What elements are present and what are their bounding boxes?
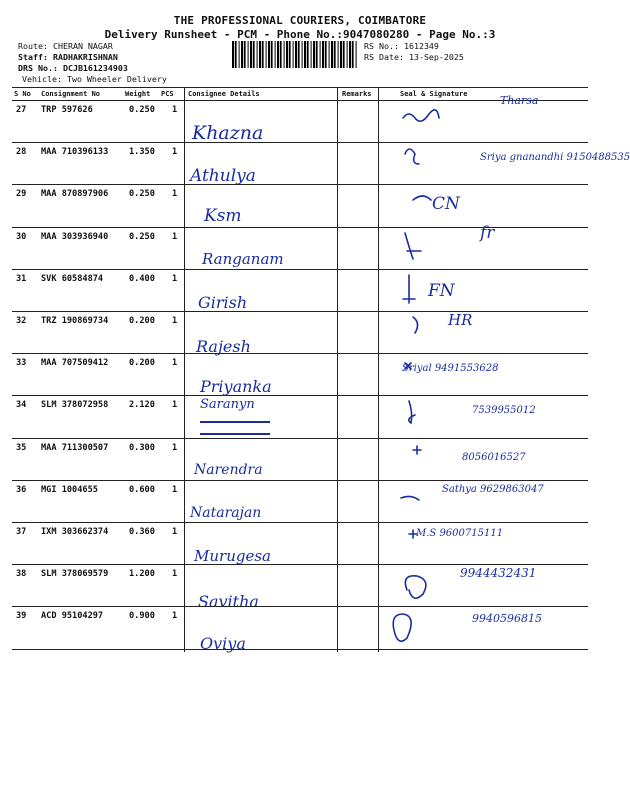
row-pcs: 1 [172, 400, 178, 411]
row-weight: 1.350 [129, 147, 155, 158]
row-divider [12, 649, 588, 650]
row-consignment-number: ACD 95104297 [41, 611, 104, 622]
signature-handwritten-note: 9940596815 [472, 612, 542, 626]
row-weight: 2.120 [129, 400, 155, 411]
vehicle-label: Vehicle: Two Wheeler Delivery [22, 74, 167, 84]
row-weight: 0.400 [129, 273, 155, 284]
rs-date: RS Date: 13-Sep-2025 [364, 52, 464, 62]
row-consignment-number: MAA 303936940 [41, 231, 109, 242]
row-weight: 0.600 [129, 484, 155, 495]
row-weight: 0.200 [129, 358, 155, 369]
signature-scribble [405, 486, 445, 526]
col-header-sno: S No [14, 90, 31, 98]
staff-label: Staff: RADHAKRISHNAN [18, 52, 118, 62]
company-title: THE PROFESSIONAL COURIERS, COIMBATORE [173, 14, 427, 27]
seal-column-divider [378, 87, 379, 652]
signature-scribble [405, 233, 445, 273]
route-label: Route: CHERAN NAGAR [18, 41, 113, 51]
col-header-seal: Seal & Signature [400, 90, 468, 98]
signature-scribble [405, 359, 445, 399]
consignee-handwritten-name: Ranganam [202, 249, 284, 268]
signature-scribble [409, 148, 449, 188]
row-consignment-number: MAA 711300507 [41, 442, 109, 453]
consignee-handwritten-name: Athulya [190, 166, 256, 187]
row-pcs: 1 [172, 358, 178, 369]
consignee-handwritten-name: Oviya [200, 634, 246, 654]
row-divider [12, 438, 588, 439]
row-sno: 31 [16, 273, 27, 284]
col-header-pcs: PCS [161, 90, 174, 98]
row-consignment-number: MAA 870897906 [41, 189, 109, 200]
row-sno: 29 [16, 189, 27, 200]
row-weight: 0.300 [129, 442, 155, 453]
signature-scribble [405, 612, 445, 652]
signature-handwritten-note: CN [432, 194, 460, 215]
row-consignment-number: MAA 710396133 [41, 147, 109, 158]
signature-handwritten-note: 8056016527 [462, 451, 526, 463]
consignee-column-divider [184, 87, 185, 652]
row-sno: 27 [16, 105, 27, 115]
row-weight: 0.250 [129, 105, 155, 115]
row-weight: 0.900 [129, 611, 155, 622]
row-pcs: 1 [172, 273, 178, 284]
signature-scribble [413, 570, 453, 610]
row-sno: 28 [16, 147, 27, 158]
signature-scribble [413, 444, 453, 484]
row-weight: 1.200 [129, 569, 155, 580]
row-pcs: 1 [172, 189, 178, 200]
row-pcs: 1 [172, 147, 178, 158]
signature-handwritten-note: Sathya 9629863047 [442, 483, 544, 495]
remarks-column-divider [337, 87, 338, 652]
row-sno: 33 [16, 358, 27, 369]
consignee-handwritten-name: Saranyn [200, 397, 255, 413]
row-sno: 30 [16, 231, 27, 242]
signature-scribble [409, 528, 449, 568]
drs-number: DRS No.: DCJB161234903 [18, 63, 128, 73]
signature-scribble [413, 190, 453, 230]
row-pcs: 1 [172, 105, 178, 115]
row-pcs: 1 [172, 442, 178, 453]
rs-number: RS No.: 1612349 [364, 41, 439, 51]
row-weight: 0.360 [129, 527, 155, 537]
signature-handwritten-note: Sriyal 9491553628 [402, 363, 499, 375]
row-pcs: 1 [172, 316, 178, 326]
row-consignment-number: SVK 60584874 [41, 273, 104, 284]
col-header-remarks: Remarks [342, 90, 372, 98]
row-sno: 39 [16, 611, 27, 622]
row-consignment-number: IXM 303662374 [41, 527, 109, 537]
consignee-handwritten-name: Murugesa [194, 547, 271, 565]
signature-handwritten-note: M.S 9600715111 [416, 528, 504, 539]
row-weight: 0.250 [129, 189, 155, 200]
row-pcs: 1 [172, 569, 178, 580]
row-sno: 36 [16, 484, 27, 495]
row-consignment-number: SLM 378072958 [41, 400, 109, 411]
signature-handwritten-note: Sriya gnanandhi 9150488535 [480, 152, 630, 164]
row-pcs: 1 [172, 231, 178, 242]
row-sno: 35 [16, 442, 27, 453]
row-divider [12, 227, 588, 228]
row-sno: 37 [16, 527, 27, 537]
signature-handwritten-note: HR [448, 311, 473, 329]
col-header-weight: Weight [125, 90, 151, 98]
runsheet-subtitle: Delivery Runsheet - PCM - Phone No.:9047080280 - Page No.:3 [104, 28, 496, 41]
row-consignment-number: TRZ 190869734 [41, 316, 109, 326]
signature-handwritten-note: FN [428, 280, 455, 301]
consignee-handwritten-name: Priyanka [200, 377, 272, 397]
signature-handwritten-note: 7539955012 [472, 405, 536, 417]
consignee-handwritten-name: Savitha [198, 592, 259, 612]
consignee-handwritten-name: Narendra [194, 461, 263, 478]
row-divider [12, 353, 588, 354]
row-divider [12, 184, 588, 185]
row-consignment-number: MAA 707509412 [41, 358, 109, 369]
consignee-handwritten-name: Ksm [204, 206, 242, 227]
row-sno: 38 [16, 569, 27, 580]
row-sno: 34 [16, 400, 27, 411]
row-weight: 0.200 [129, 316, 155, 326]
col-header-consignment: Consignment No [41, 90, 101, 98]
signature-handwritten-note: fr [480, 222, 495, 243]
row-divider [12, 311, 588, 312]
signature-handwritten-note: 9944432431 [460, 566, 537, 581]
row-consignment-number: MGI 1004655 [41, 484, 98, 495]
consignee-handwritten-name: Girish [198, 292, 248, 312]
row-sno: 32 [16, 316, 27, 326]
signature-scribble [413, 317, 453, 357]
row-weight: 0.250 [129, 231, 155, 242]
row-consignment-number: SLM 378069579 [41, 569, 109, 580]
barcode-image [232, 41, 357, 68]
signature-handwritten-note: Tharsa [500, 94, 539, 107]
consignee-handwritten-name: Khazna [192, 122, 264, 144]
col-header-consignee: Consignee Details [188, 90, 260, 98]
row-divider [12, 395, 588, 396]
row-divider [12, 606, 588, 607]
table-top-border [12, 87, 588, 88]
row-consignment-number: TRP 597626 [41, 105, 93, 115]
crossed-out-name-scribble [200, 421, 270, 435]
consignee-handwritten-name: Rajesh [196, 337, 251, 356]
row-divider [12, 142, 588, 143]
row-pcs: 1 [172, 527, 178, 537]
row-pcs: 1 [172, 484, 178, 495]
consignee-handwritten-name: Natarajan [190, 504, 262, 521]
row-divider [12, 522, 588, 523]
row-divider [12, 564, 588, 565]
row-divider [12, 480, 588, 481]
row-divider [12, 269, 588, 270]
row-pcs: 1 [172, 611, 178, 622]
signature-scribble [405, 106, 445, 146]
signature-scribble [409, 275, 449, 315]
signature-scribble [409, 401, 449, 441]
